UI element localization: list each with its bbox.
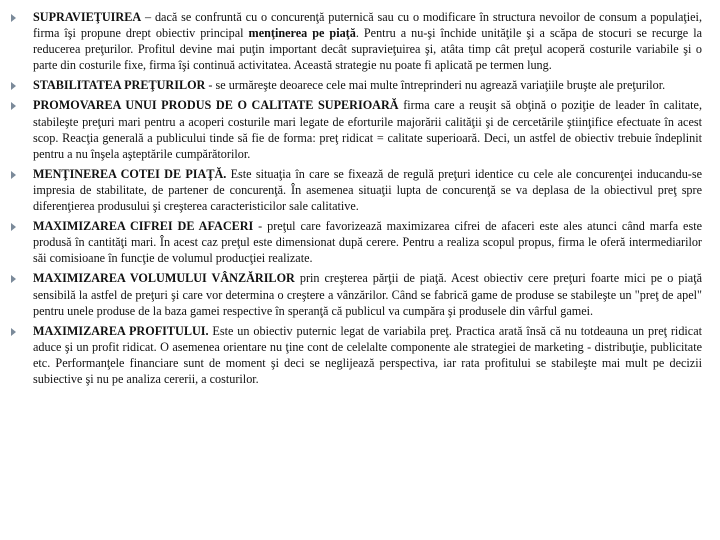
item-highlight: menţinerea pe piaţă xyxy=(248,26,356,41)
item-text: prin creşterea părţii de piaţă. Acest obiectiv cere preţuri foarte mici pe o piaţă sensibilă la astfel de preţuri şi care vor determina o creştere a vânzărilor. Când se fabrică game de produse se stabileşte un "preţ de apel" pentru unele produse de la baza gamei respective în speranţă că publicul va cumpăra şi produsele din vârful gamei. xyxy=(33,271,702,318)
item-term: MENŢINEREA COTEI DE PIAŢĂ. xyxy=(33,166,227,181)
item-term: STABILITATEA PREŢURILOR xyxy=(33,78,206,93)
list-item-mentinerea-cotei xyxy=(0,166,720,214)
item-term: PROMOVAREA UNUI PRODUS DE O CALITATE SUPERIOARĂ xyxy=(33,98,399,113)
triangle-bullet-icon xyxy=(11,328,16,336)
list-item-maximizarea-cifrei xyxy=(0,218,720,266)
item-text-continued: . Pentru a nu-şi închide unităţile şi a scăpa de stocuri se recurge la reducerea preţurilor. Profitul devine mai puţin important decât supravieţuirea şi, atâta timp cât preţul acoperă costurile variabile şi o parte din costurile fixe, firma îşi continuă activitatea. Această strategie nu poate fi aplicată pe termen lung. xyxy=(33,26,703,73)
item-term: MAXIMIZAREA VOLUMULUI VÂNZĂRILOR xyxy=(33,271,295,286)
bullet-list xyxy=(0,9,720,391)
list-item-stabilitatea-preturilor xyxy=(0,77,720,93)
item-text: firma care a reuşit să obţină o poziţie de leader în calitate, stabileşte preţuri mari pentru a acoperi costurile mari legate de eforturile majorării calităţii şi de cercetările ştiinţifice efectuate în acest scop. Reacţia generală a publicului tinde să fie de forma: preţ ridicat = calitate superioară. Deci, un astfel de obiectiv trebuie îndeplinit pentru a nu înşela aşteptările cumpărătorilor. xyxy=(33,98,702,161)
list-item-supravietuirea xyxy=(0,9,720,73)
triangle-bullet-icon xyxy=(11,82,16,90)
triangle-bullet-icon xyxy=(11,102,16,110)
item-text: Este situaţia în care se fixează de regulă preţuri identice cu cele ale concurenţei inducandu-se impresia de stabilitate, de partener de concurenţă. În asemenea situaţii lupta de concurenţă se va deplasa de la obiectivul preţ spre diferenţierea produsului şi creşterea caracteristicilor sale calitative. xyxy=(33,166,702,214)
list-item-maximizarea-vanzarilor xyxy=(0,270,720,318)
triangle-bullet-icon xyxy=(11,171,16,179)
list-item-maximizarea-profitului xyxy=(0,323,720,387)
triangle-bullet-icon xyxy=(11,223,16,231)
item-text: Este un obiectiv puternic legat de variabila preţ. Practica arată însă că nu totdeauna un preţ ridicat aduce şi un profit ridicat. O asemenea orientare nu ţine cont de celelalte componente ale strategiei de marketing - distribuţie, publicitate etc. Performanţele financiare sunt de moment şi deci se neglijează perspectiva, iar rata profitului se stabileşte mai mult pe decizii subiective şi nu pe analiza cererii, a costurilor. xyxy=(33,323,703,386)
item-term: MAXIMIZAREA PROFITULUI. xyxy=(33,323,209,338)
list-item-promovarea-produs xyxy=(0,97,720,161)
item-text: - preţul care favorizează maximizarea cifrei de afaceri este ales atunci când marfa este produsă în cantităţi mari. În acest caz preţul este dimensionat după cerere. Pentru a realiza scopul propus, firma le oferă intermediarilor săi comisioane în funcţie de volumul producţiei realizate. xyxy=(33,219,702,266)
item-term: SUPRAVIEŢUIREA xyxy=(33,10,142,24)
triangle-bullet-icon xyxy=(11,14,16,22)
triangle-bullet-icon xyxy=(11,275,16,283)
item-text: – dacă se confruntă cu o concurenţă puternică sau cu o modificare în structura nevoilor de consum a populaţiei, firma îşi propune drept obiectiv principal xyxy=(33,10,702,41)
item-term: MAXIMIZAREA CIFREI DE AFACERI xyxy=(33,219,254,234)
item-text: - se urmăreşte deoarece cele mai multe întreprinderi nu agrează variaţiile bruşte ale preţurilor. xyxy=(205,78,666,93)
